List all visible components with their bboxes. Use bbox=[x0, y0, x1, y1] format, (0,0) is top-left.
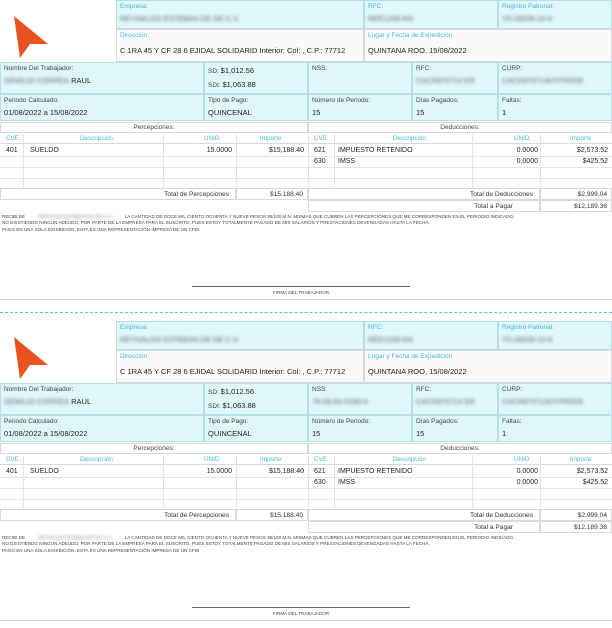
sdi-label: SDI: bbox=[208, 82, 221, 89]
rfc-worker-label: RFC: bbox=[416, 65, 432, 72]
period-number-cell bbox=[308, 415, 412, 442]
perceptions-total-label: Total de Percepciones bbox=[164, 512, 229, 519]
place-label: Lugar y Fecha de Expedición bbox=[368, 353, 453, 360]
legal-line-1a: RECIBI DE bbox=[2, 214, 25, 219]
row-desc: SUELDO bbox=[30, 468, 59, 475]
row-unid: 15.0000 bbox=[206, 468, 232, 475]
deductions-total-label: Total de Deducciones bbox=[469, 512, 533, 519]
signature-line bbox=[192, 607, 410, 608]
legal-line-1a: RECIBI DE bbox=[2, 535, 25, 540]
rfc-value: REE1208-RA bbox=[368, 14, 414, 23]
col-unid: UNID bbox=[514, 135, 530, 142]
table-row bbox=[308, 477, 612, 488]
rfc-worker-value: CACR870714 ER bbox=[416, 397, 475, 406]
absences-label: Faltas: bbox=[502, 418, 522, 425]
row-cve: 401 bbox=[6, 147, 18, 154]
sd-label: SD: bbox=[208, 389, 219, 396]
curp-cell bbox=[498, 383, 612, 415]
worker-label: Nombre Del Trabajador: bbox=[4, 386, 74, 393]
salary-cell bbox=[204, 383, 308, 415]
patronal-label: Registro Patronal: bbox=[502, 3, 555, 10]
sd-value: $1,012.56 bbox=[220, 66, 255, 75]
perceptions-total: $15,188.40 bbox=[236, 509, 308, 521]
legal-company: REYNALDO ESTEBAN DE DE C.V. bbox=[38, 214, 112, 219]
perceptions-total-label-cell bbox=[0, 509, 236, 521]
patronal-cell bbox=[498, 321, 612, 350]
worker-name: RAUL bbox=[71, 397, 92, 406]
perceptions-total: $15,188.40 bbox=[236, 188, 308, 200]
days-paid-value: 15 bbox=[416, 429, 425, 438]
legal-line-1c: LA CANTIDAD DE DOCE MIL CIENTO OCHENTA Y NUEVE PESOS 36/100 M.N. MISMAS QUE CUBREN LAS PERCEPCIONES QUE ME CORRESPONDEN EN EL PERIODIO INDICADO, bbox=[124, 214, 515, 219]
payroll-receipt bbox=[0, 321, 612, 622]
row-importe: $2,573.52 bbox=[576, 468, 608, 475]
perceptions-col-headers bbox=[0, 455, 308, 465]
absences-value: 1 bbox=[502, 108, 507, 117]
worker-cell bbox=[0, 383, 204, 415]
net-label-cell bbox=[308, 521, 540, 533]
pay-type-label: Tipo de Pago: bbox=[208, 97, 249, 104]
legal-line-2: NO EXISTIENDO NINGUN ADEUDO, POR PARTE DE LA EMPRESA PARA EL SUSCRITO, PUES ESTOY TOTALMENTE PAGADO DE MIS SALARIOS Y PRESTACIONES DEVENGADAS HASTA LA FECHA. bbox=[2, 220, 430, 226]
row-desc: SUELDO bbox=[30, 147, 59, 154]
payroll-receipt bbox=[0, 0, 612, 301]
col-importe: Importe bbox=[570, 456, 592, 463]
perceptions-title: Percepciones: bbox=[0, 122, 308, 133]
period-value: 01/08/2022 a 15/08/2022 bbox=[4, 429, 88, 438]
worker-surname: DEMILIO CORREA bbox=[4, 76, 70, 85]
perceptions-total-label: Total de Percepciones bbox=[164, 191, 229, 198]
row-unid: 0.0000 bbox=[516, 479, 538, 486]
net-label-cell bbox=[308, 200, 540, 212]
place-cell bbox=[364, 350, 612, 383]
sd-value: $1,012.56 bbox=[220, 387, 255, 396]
address-cell bbox=[116, 29, 364, 62]
rfc-worker-label: RFC: bbox=[416, 386, 432, 393]
period-number-value: 15 bbox=[312, 429, 321, 438]
col-importe: Importe bbox=[260, 456, 282, 463]
row-desc: IMSS bbox=[338, 479, 356, 486]
curp-label: CURP: bbox=[502, 386, 523, 393]
col-importe: Importe bbox=[570, 135, 592, 142]
col-desc: Descripción bbox=[393, 456, 426, 463]
pay-type-value: QUINCENAL bbox=[208, 108, 252, 117]
company-cell bbox=[116, 321, 364, 350]
perceptions-col-headers bbox=[0, 134, 308, 144]
address-label: Dirección: bbox=[120, 353, 149, 360]
col-unid: UNID bbox=[514, 456, 530, 463]
table-row bbox=[308, 466, 612, 477]
curp-label: CURP: bbox=[502, 65, 523, 72]
deductions-total-label-cell bbox=[308, 509, 540, 521]
company-value: REYNALDO ESTEBAN DE DE C.V. bbox=[120, 14, 240, 23]
company-label: Empresa: bbox=[120, 324, 148, 331]
legal-line-2: NO EXISTIENDO NINGUN ADEUDO, POR PARTE DE LA EMPRESA PARA EL SUSCRITO, PUES ESTOY TOTALMENTE PAGADO DE MIS SALARIOS Y PRESTACIONES DEVENGADAS HASTA LA FECHA. bbox=[2, 541, 430, 547]
pay-type-cell bbox=[204, 94, 308, 121]
curp-value: CACR870714HYPRR08 bbox=[502, 397, 583, 406]
sdi-label: SDI: bbox=[208, 403, 221, 410]
row-importe: $15,188.40 bbox=[268, 468, 304, 475]
patronal-value: Y5-28209-10-9 bbox=[502, 335, 553, 344]
patronal-value: Y5-28209-10-9 bbox=[502, 14, 553, 23]
row-cve: 630 bbox=[314, 158, 326, 165]
period-cell bbox=[0, 94, 204, 121]
pay-type-cell bbox=[204, 415, 308, 442]
period-label: Periodo Calculado: bbox=[4, 418, 59, 425]
row-unid: 0.0000 bbox=[516, 147, 538, 154]
col-unid: UNID bbox=[204, 456, 220, 463]
net-total: $12,189.36 bbox=[540, 521, 612, 533]
days-paid-label: Días Pagados: bbox=[416, 418, 459, 425]
net-total: $12,189.36 bbox=[540, 200, 612, 212]
col-cve: CVE bbox=[314, 456, 327, 463]
address-cell bbox=[116, 350, 364, 383]
address-label: Dirección: bbox=[120, 32, 149, 39]
row-importe: $15,188.40 bbox=[268, 147, 304, 154]
company-value: REYNALDO ESTEBAN DE DE C.V. bbox=[120, 335, 240, 344]
curp-value: CACR870714HYPRR08 bbox=[502, 76, 583, 85]
cut-line bbox=[0, 312, 612, 313]
col-desc: Descripción bbox=[393, 135, 426, 142]
rfc-label: RFC: bbox=[368, 324, 384, 331]
row-unid: 0.0000 bbox=[516, 468, 538, 475]
worker-surname: DEMILIO CORREA bbox=[4, 397, 70, 406]
period-number-label: Número de Periodo: bbox=[312, 97, 371, 104]
rfc-worker-cell bbox=[412, 383, 498, 415]
pay-type-label: Tipo de Pago: bbox=[208, 418, 249, 425]
table-row bbox=[0, 466, 308, 477]
absences-cell bbox=[498, 94, 612, 121]
curp-cell bbox=[498, 62, 612, 94]
table-row bbox=[0, 145, 308, 156]
nss-cell bbox=[308, 383, 412, 415]
col-cve: CVE bbox=[6, 456, 19, 463]
deductions-col-headers bbox=[308, 455, 612, 465]
deductions-total-label-cell bbox=[308, 188, 540, 200]
nss-label: NSS: bbox=[312, 65, 328, 72]
row-desc: IMPUESTO RETENIDO bbox=[338, 468, 413, 475]
legal-line-3: PAGO EN UNA SOLA EXHIBICIÓN. ESTA ES UNA REPRESENTACIÓN IMPRESA DE UN CFDI bbox=[2, 226, 200, 232]
address-value: C 1RA 45 Y CF 28 6 EJIDAL SOLIDARID Interior: Col: , C.P.: 77712 bbox=[120, 46, 346, 55]
place-value: QUINTANA ROO, 15/08/2022 bbox=[368, 46, 467, 55]
legal-company: REYNALDO ESTEBAN DE DE C.V. bbox=[38, 535, 112, 540]
net-label: Total a Pagar bbox=[474, 203, 513, 210]
worker-label: Nombre Del Trabajador: bbox=[4, 65, 74, 72]
row-cve: 630 bbox=[314, 479, 326, 486]
col-unid: UNID bbox=[204, 135, 220, 142]
legal-text bbox=[2, 214, 608, 233]
worker-name: RAUL bbox=[71, 76, 92, 85]
company-cell bbox=[116, 0, 364, 29]
perceptions-title: Percepciones: bbox=[0, 443, 308, 454]
patronal-cell bbox=[498, 0, 612, 29]
signature-label: FIRMA DEL TRABAJADOR bbox=[272, 290, 330, 295]
table-row bbox=[308, 156, 612, 167]
orange-arrow-logo-icon bbox=[10, 14, 50, 60]
absences-value: 1 bbox=[502, 429, 507, 438]
net-label: Total a Pagar bbox=[474, 524, 513, 531]
period-number-cell bbox=[308, 94, 412, 121]
col-importe: Importe bbox=[260, 135, 282, 142]
nss-cell bbox=[308, 62, 412, 94]
absences-cell bbox=[498, 415, 612, 442]
rfc-value: REE1208-RA bbox=[368, 335, 414, 344]
deductions-title: Deducciones: bbox=[308, 122, 612, 133]
row-unid: 0.0000 bbox=[516, 158, 538, 165]
days-paid-label: Días Pagados: bbox=[416, 97, 459, 104]
period-cell bbox=[0, 415, 204, 442]
company-label: Empresa: bbox=[120, 3, 148, 10]
place-label: Lugar y Fecha de Expedición bbox=[368, 32, 453, 39]
deductions-total: $2,999.04 bbox=[540, 509, 612, 521]
days-paid-cell bbox=[412, 94, 498, 121]
legal-text bbox=[2, 535, 608, 554]
rfc-worker-cell bbox=[412, 62, 498, 94]
legal-line-3: PAGO EN UNA SOLA EXHIBICIÓN. ESTA ES UNA REPRESENTACIÓN IMPRESA DE UN CFDI bbox=[2, 547, 200, 553]
salary-cell bbox=[204, 62, 308, 94]
deductions-total: $2,999.04 bbox=[540, 188, 612, 200]
period-number-label: Número de Periodo: bbox=[312, 418, 371, 425]
legal-line-1c: LA CANTIDAD DE DOCE MIL CIENTO OCHENTA Y NUEVE PESOS 36/100 M.N. MISMAS QUE CUBREN LAS PERCEPCIONES QUE ME CORRESPONDEN EN EL PERIODIO INDICADO, bbox=[124, 535, 515, 540]
deductions-title: Deducciones: bbox=[308, 443, 612, 454]
period-number-value: 15 bbox=[312, 108, 321, 117]
table-row bbox=[308, 145, 612, 156]
address-value: C 1RA 45 Y CF 28 6 EJIDAL SOLIDARID Interior: Col: , C.P.: 77712 bbox=[120, 367, 346, 376]
deductions-col-headers bbox=[308, 134, 612, 144]
place-cell bbox=[364, 29, 612, 62]
rfc-cell bbox=[364, 0, 498, 29]
period-value: 01/08/2022 a 15/08/2022 bbox=[4, 108, 88, 117]
worker-cell bbox=[0, 62, 204, 94]
patronal-label: Registro Patronal: bbox=[502, 324, 555, 331]
sdi-value: $1,063.88 bbox=[222, 401, 256, 410]
perceptions-total-label-cell bbox=[0, 188, 236, 200]
place-value: QUINTANA ROO, 15/08/2022 bbox=[368, 367, 467, 376]
row-importe: $425.52 bbox=[582, 158, 608, 165]
col-desc: Descripción bbox=[80, 135, 113, 142]
nss-label: NSS: bbox=[312, 386, 328, 393]
col-desc: Descripción bbox=[80, 456, 113, 463]
signature-label: FIRMA DEL TRABAJADOR bbox=[272, 611, 330, 616]
col-cve: CVE bbox=[6, 135, 19, 142]
row-cve: 621 bbox=[314, 147, 326, 154]
row-importe: $2,573.52 bbox=[576, 147, 608, 154]
period-label: Periodo Calculado: bbox=[4, 97, 59, 104]
nss-value: 78-08-84-0280-6 bbox=[312, 397, 368, 406]
signature-line bbox=[192, 286, 410, 287]
row-desc: IMSS bbox=[338, 158, 356, 165]
row-desc: IMPUESTO RETENIDO bbox=[338, 147, 413, 154]
row-cve: 621 bbox=[314, 468, 326, 475]
rfc-worker-value: CACR870714 ER bbox=[416, 76, 475, 85]
pay-type-value: QUINCENAL bbox=[208, 429, 252, 438]
deductions-total-label: Total de Deducciones bbox=[469, 191, 533, 198]
days-paid-cell bbox=[412, 415, 498, 442]
row-importe: $425.52 bbox=[582, 479, 608, 486]
days-paid-value: 15 bbox=[416, 108, 425, 117]
orange-arrow-logo-icon bbox=[10, 335, 50, 381]
sd-label: SD: bbox=[208, 68, 219, 75]
absences-label: Faltas: bbox=[502, 97, 522, 104]
rfc-label: RFC: bbox=[368, 3, 384, 10]
row-unid: 15.0000 bbox=[206, 147, 232, 154]
sdi-value: $1,063.88 bbox=[222, 80, 256, 89]
row-cve: 401 bbox=[6, 468, 18, 475]
col-cve: CVE bbox=[314, 135, 327, 142]
rfc-cell bbox=[364, 321, 498, 350]
